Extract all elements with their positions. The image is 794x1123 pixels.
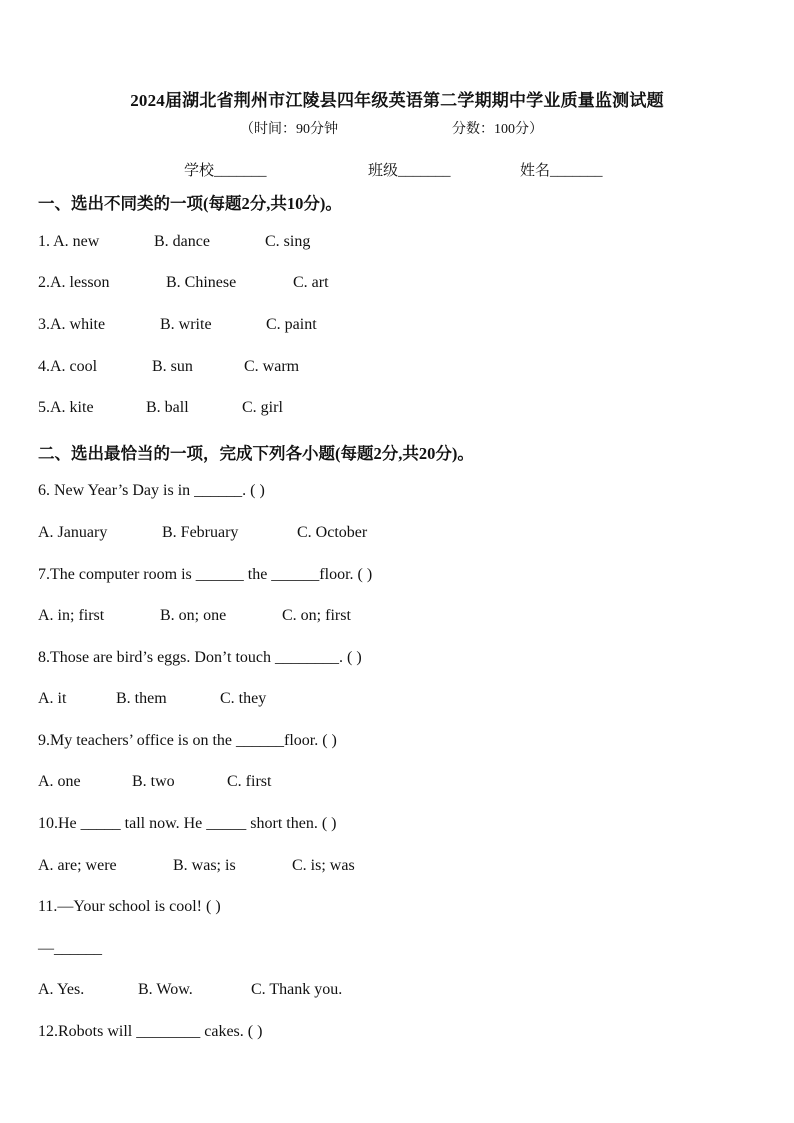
q6-option-a: A. January: [38, 524, 108, 541]
q9-option-c: C. first: [227, 773, 272, 790]
q2-option-c: C. art: [293, 274, 329, 291]
q1-option-c: C. sing: [265, 233, 311, 250]
q4-option-c: C. warm: [244, 358, 300, 375]
q7-option-b: B. on; one: [160, 607, 227, 624]
q8-option-b: B. them: [116, 690, 167, 707]
q5-option-b: B. ball: [146, 399, 189, 416]
question-7-text: 7.The computer room is ______ the ______floor. ( ): [38, 566, 373, 583]
q10-option-b: B. was; is: [173, 857, 236, 874]
question-11-answer-blank: —______: [38, 940, 102, 957]
q4-option-a: 4.A. cool: [38, 358, 98, 375]
q4-option-b: B. sun: [152, 358, 193, 375]
q3-option-c: C. paint: [266, 316, 317, 333]
question-8-text: 8.Those are bird’s eggs. Don’t touch ________. ( ): [38, 649, 362, 666]
time-label: （时间：90分钟: [240, 122, 338, 137]
q7-option-c: C. on; first: [282, 607, 351, 624]
q8-option-a: A. it: [38, 690, 67, 707]
q5-option-a: 5.A. kite: [38, 399, 94, 416]
question-6-text: 6. New Year’s Day is in ______. ( ): [38, 482, 265, 499]
score-label: 分数：100分）: [452, 122, 543, 137]
q3-option-a: 3.A. white: [38, 316, 106, 333]
q10-option-a: A. are; were: [38, 857, 117, 874]
question-9-text: 9.My teachers’ office is on the ______floor. ( ): [38, 732, 337, 749]
section1-heading: 一、选出不同类的一项(每题2分,共10分)。: [38, 194, 342, 213]
class-field[interactable]: 班级_______: [368, 163, 451, 179]
q8-option-c: C. they: [220, 690, 267, 707]
q11-option-b: B. Wow.: [138, 981, 193, 998]
q9-option-a: A. one: [38, 773, 81, 790]
name-field[interactable]: 姓名_______: [520, 163, 603, 179]
q11-option-a: A. Yes.: [38, 981, 85, 998]
section2-heading: 二、选出最恰当的一项，完成下列各小题(每题2分,共20分)。: [38, 444, 474, 463]
exam-title: 2024届湖北省荆州市江陵县四年级英语第二学期期中学业质量监测试题: [130, 91, 664, 110]
question-12-text: 12.Robots will ________ cakes. ( ): [38, 1023, 263, 1040]
q2-option-b: B. Chinese: [166, 274, 237, 291]
q6-option-b: B. February: [162, 524, 239, 541]
q6-option-c: C. October: [297, 524, 368, 541]
question-10-text: 10.He _____ tall now. He _____ short then. ( ): [38, 815, 337, 832]
school-field[interactable]: 学校_______: [184, 163, 267, 179]
q10-option-c: C. is; was: [292, 857, 355, 874]
q1-option-b: B. dance: [154, 233, 210, 250]
q9-option-b: B. two: [132, 773, 175, 790]
q2-option-a: 2.A. lesson: [38, 274, 110, 291]
question-11-text: 11.—Your school is cool! ( ): [38, 898, 221, 915]
q7-option-a: A. in; first: [38, 607, 105, 624]
q11-option-c: C. Thank you.: [251, 981, 343, 998]
q1-option-a: 1. A. new: [38, 233, 100, 250]
q3-option-b: B. write: [160, 316, 212, 333]
q5-option-c: C. girl: [242, 399, 283, 416]
